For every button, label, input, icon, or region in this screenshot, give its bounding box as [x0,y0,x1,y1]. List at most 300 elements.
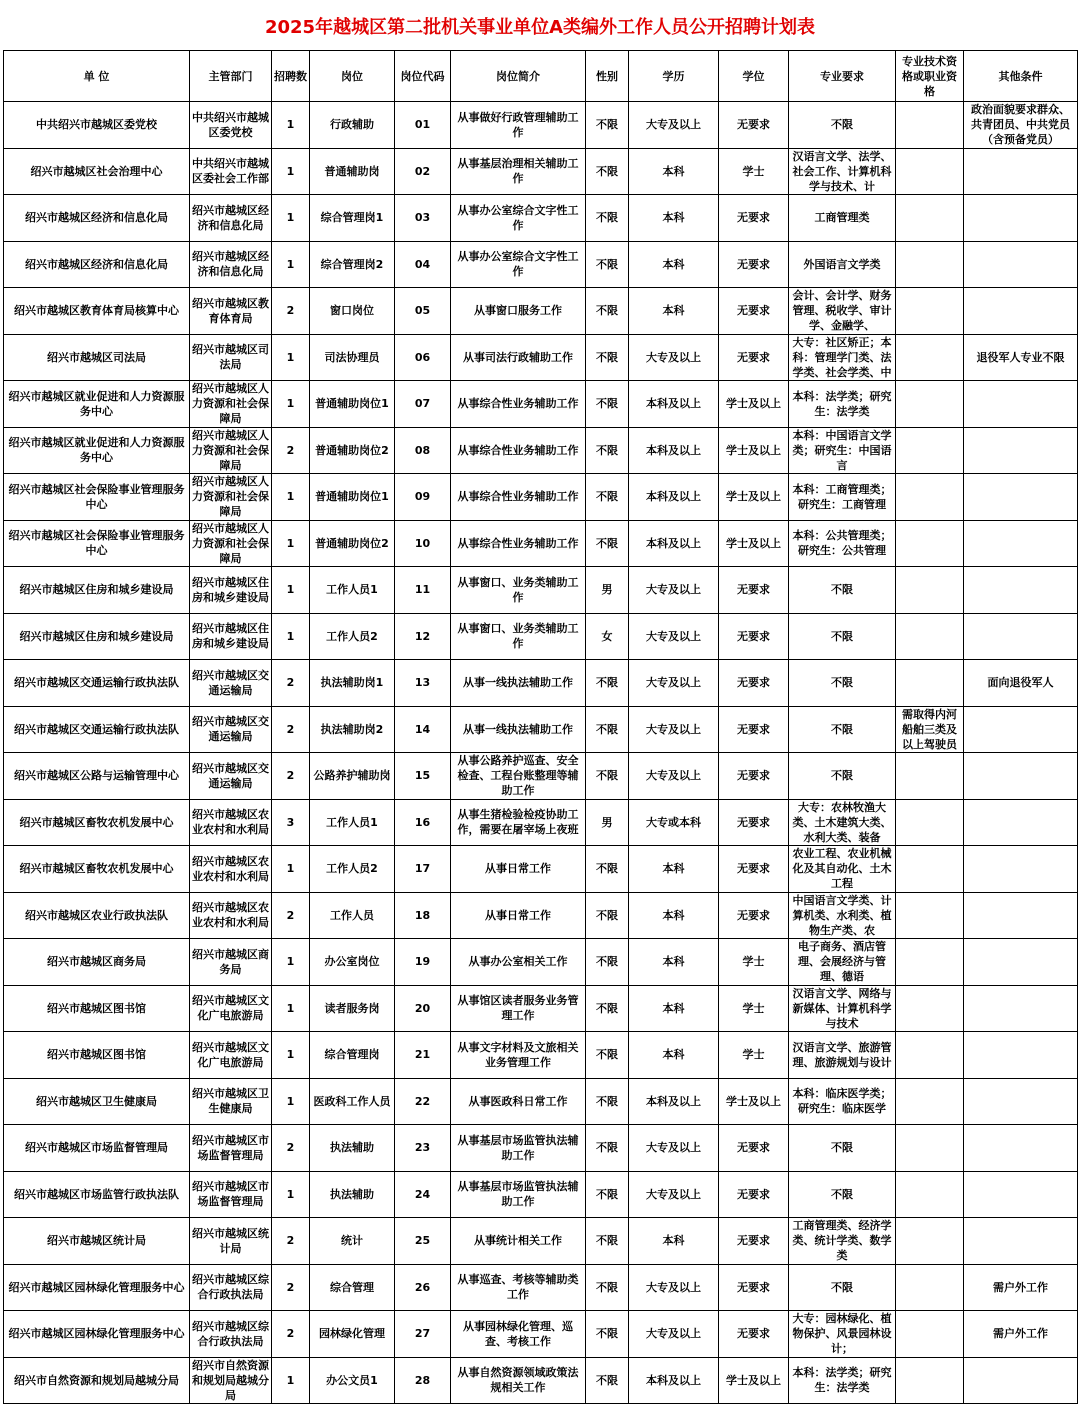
cell-gender [586,567,629,614]
cell-gender [586,474,629,521]
cell-department-text: 绍兴市越城区教育体育局 [192,296,269,325]
table-row [4,799,1078,846]
cell-other [964,195,1078,242]
cell-department-text: 绍兴市越城区经济和信息化局 [192,203,269,232]
cell-major [789,334,896,381]
cell-count [272,1125,310,1172]
cell-post-code-text: 10 [414,536,431,550]
cell-post-description-text: 从事基层市场监管执法辅助工作 [457,1133,579,1162]
cell-qualification [896,1078,964,1125]
cell-major [789,241,896,288]
cell-post-text: 行政辅助 [330,118,374,132]
cell-post-description-text: 从事园林绿化管理、巡查、考核工作 [463,1319,573,1348]
cell-post-description-text: 从事巡查、考核等辅助类工作 [457,1273,579,1302]
cell-department [190,1264,272,1311]
cell-post-text: 统计 [341,1234,363,1248]
cell-major [789,939,896,986]
cell-count [272,985,310,1032]
cell-count [272,939,310,986]
header-count: 招聘数 [272,51,310,102]
cell-unit-text: 绍兴市越城区农业行政执法队 [25,908,168,922]
cell-post-text: 普通辅助岗 [324,164,380,178]
cell-post [310,892,395,939]
cell-major-text: 不限 [831,769,853,783]
cell-gender-text: 不限 [596,1001,618,1015]
cell-post [310,613,395,660]
cell-education [629,1032,719,1079]
cell-post-code [395,195,451,242]
cell-post-description [451,1078,586,1125]
cell-gender-text: 不限 [596,862,618,876]
cell-degree-text: 无要求 [737,862,770,876]
cell-major [789,427,896,474]
cell-unit [4,1078,190,1125]
cell-post-description-text: 从事窗口、业务类辅助工作 [457,622,579,651]
cell-post-code-text: 20 [414,1001,431,1015]
cell-unit-text: 绍兴市越城区社会保险事业管理服务中心 [8,529,185,558]
cell-other [964,1078,1078,1125]
cell-gender [586,660,629,707]
cell-post-description-text: 从事做好行政管理辅助工作 [457,110,579,139]
cell-major [789,660,896,707]
cell-unit-text: 绍兴市越城区经济和信息化局 [25,257,168,271]
cell-post [310,102,395,149]
cell-education [629,474,719,521]
cell-degree-text: 无要求 [737,1234,770,1248]
cell-count [272,102,310,149]
cell-post-code-text: 23 [414,1141,431,1155]
cell-unit [4,1125,190,1172]
cell-count-text: 2 [286,304,295,318]
header-post-code: 岗位代码 [395,51,451,102]
cell-education [629,288,719,335]
table-header-row [4,51,1078,102]
cell-unit-text: 绍兴市越城区教育体育局核算中心 [14,304,179,318]
cell-post [310,1078,395,1125]
header-department: 主管部门 [190,51,272,102]
cell-qualification [896,102,964,149]
cell-unit [4,1032,190,1079]
cell-gender-text: 不限 [596,211,618,225]
cell-unit [4,102,190,149]
cell-unit [4,1357,190,1404]
cell-unit [4,1264,190,1311]
cell-major [789,892,896,939]
cell-post-text: 执法辅助 [330,1141,374,1155]
cell-other [964,567,1078,614]
cell-gender-text: 不限 [596,676,618,690]
cell-count-text: 1 [286,1048,295,1062]
cell-gender-text: 不限 [596,769,618,783]
cell-education-text: 大专及以上 [646,722,701,736]
cell-degree-text: 无要求 [737,350,770,364]
cell-major-text: 本科：法学类；研究生：法学类 [792,1366,892,1395]
cell-department [190,520,272,567]
cell-department [190,892,272,939]
cell-unit-text: 绍兴市越城区交通运输行政执法队 [14,676,179,690]
cell-degree [719,334,789,381]
cell-major [789,753,896,800]
cell-count-text: 1 [286,211,295,225]
cell-post-text: 医政科工作人员 [313,1094,391,1108]
cell-unit [4,334,190,381]
cell-degree-text: 无要求 [737,908,770,922]
cell-count-text: 2 [286,908,295,922]
cell-post [310,334,395,381]
cell-major [789,102,896,149]
cell-other [964,288,1078,335]
cell-post-description-text: 从事综合性业务辅助工作 [457,490,579,504]
cell-gender-text: 不限 [596,304,618,318]
cell-education-text: 本科及以上 [646,443,701,457]
cell-unit [4,613,190,660]
cell-other [964,846,1078,893]
cell-education-text: 本科 [662,1234,685,1248]
cell-education-text: 大专及以上 [646,118,701,132]
cell-post-code-text: 01 [414,118,431,132]
table-row [4,660,1078,707]
cell-degree-text: 无要求 [737,676,770,690]
cell-post-description [451,381,586,428]
cell-gender [586,334,629,381]
cell-degree [719,939,789,986]
cell-other [964,474,1078,521]
cell-department-text: 绍兴市越城区农业农村和水利局 [192,901,269,930]
cell-degree-text: 学士 [742,955,765,969]
cell-gender [586,846,629,893]
cell-degree [719,1357,789,1404]
cell-other [964,706,1078,753]
cell-gender [586,520,629,567]
table-row [4,241,1078,288]
cell-post-description-text: 从事生猪检验检疫协助工作，需要在屠宰场上夜班 [457,808,579,837]
cell-count-text: 2 [286,769,295,783]
cell-qualification [896,334,964,381]
cell-other-text: 退役军人专业不限 [976,350,1065,364]
cell-degree [719,567,789,614]
cell-major-text: 本科：工商管理类；研究生：工商管理 [792,482,892,511]
cell-degree-text: 学士及以上 [726,536,781,550]
cell-major-text: 不限 [831,629,853,643]
cell-gender-text: 不限 [596,1094,618,1108]
cell-qualification [896,939,964,986]
cell-post-text: 工作人员2 [326,862,378,876]
cell-post-text: 综合管理岗1 [320,211,384,225]
cell-post-code [395,613,451,660]
cell-other [964,799,1078,846]
table-row [4,334,1078,381]
cell-degree [719,1032,789,1079]
cell-unit [4,892,190,939]
cell-post-description [451,195,586,242]
page-title: 2025年越城区第二批机关事业单位A类编外工作人员公开招聘计划表 [264,17,816,38]
cell-education [629,1311,719,1358]
cell-qualification [896,1125,964,1172]
cell-gender-text: 男 [601,815,613,829]
cell-major-text: 大专：农林牧渔大类、土木建筑大类、水利大类、装备 [792,800,892,844]
cell-degree-text: 无要求 [737,815,770,829]
cell-gender [586,102,629,149]
recruitment-plan-table [3,50,1078,1404]
cell-department [190,334,272,381]
cell-count [272,474,310,521]
table-row [4,1311,1078,1358]
cell-post-description [451,613,586,660]
cell-department [190,1218,272,1265]
cell-post-code [395,939,451,986]
cell-post-description [451,148,586,195]
cell-department [190,1125,272,1172]
header-other: 其他条件 [964,51,1078,102]
cell-post-code-text: 15 [414,769,431,783]
cell-count [272,846,310,893]
cell-degree [719,1171,789,1218]
cell-post [310,1218,395,1265]
cell-other [964,1311,1078,1358]
cell-other [964,985,1078,1032]
cell-count [272,1218,310,1265]
cell-qualification [896,799,964,846]
cell-other [964,381,1078,428]
cell-department-text: 绍兴市越城区综合行政执法局 [192,1273,269,1302]
cell-gender-text: 不限 [596,350,618,364]
cell-qualification [896,1032,964,1079]
cell-education-text: 本科 [662,955,685,969]
cell-post [310,381,395,428]
cell-other [964,102,1078,149]
cell-department-text: 绍兴市越城区市场监督管理局 [192,1133,269,1162]
cell-post-description [451,1032,586,1079]
table-row [4,1357,1078,1404]
cell-education-text: 大专及以上 [646,676,701,690]
cell-degree-text: 无要求 [737,257,770,271]
cell-post-code-text: 11 [414,583,431,597]
cell-major-text: 电子商务、酒店管理、会展经济与管理、德语 [798,940,886,984]
cell-degree-text: 无要求 [737,769,770,783]
cell-department-text: 绍兴市越城区经济和信息化局 [192,250,269,279]
cell-post-description [451,892,586,939]
cell-post [310,427,395,474]
cell-unit [4,241,190,288]
cell-count [272,613,310,660]
cell-count [272,427,310,474]
cell-qualification [896,1311,964,1358]
cell-count [272,381,310,428]
cell-gender [586,195,629,242]
cell-unit-text: 绍兴市越城区公路与运输管理中心 [14,769,179,783]
cell-education-text: 本科 [662,1048,685,1062]
cell-gender-text: 女 [601,629,613,643]
cell-post-code [395,846,451,893]
cell-gender [586,753,629,800]
cell-post-description [451,985,586,1032]
cell-degree-text: 无要求 [737,211,770,225]
cell-post-description-text: 从事综合性业务辅助工作 [457,443,579,457]
cell-post [310,660,395,707]
cell-major [789,799,896,846]
cell-unit-text: 绍兴市越城区住房和城乡建设局 [19,629,174,643]
table-row [4,985,1078,1032]
cell-post [310,474,395,521]
cell-post-code [395,334,451,381]
cell-post-code [395,660,451,707]
cell-education-text: 本科 [662,908,685,922]
cell-major [789,1218,896,1265]
cell-degree-text: 学士及以上 [726,397,781,411]
cell-degree-text: 学士及以上 [726,490,781,504]
cell-post-description-text: 从事医政科日常工作 [468,1094,568,1108]
table-row [4,520,1078,567]
cell-degree [719,892,789,939]
cell-unit [4,799,190,846]
cell-gender-text: 不限 [596,118,618,132]
cell-education-text: 大专及以上 [646,629,701,643]
cell-education-text: 本科 [662,862,685,876]
cell-unit [4,985,190,1032]
cell-post-description-text: 从事司法行政辅助工作 [463,350,573,364]
cell-department [190,613,272,660]
cell-post-text: 工作人员1 [326,815,378,829]
cell-post-code-text: 26 [414,1280,431,1294]
cell-post [310,985,395,1032]
cell-gender [586,1032,629,1079]
table-row [4,613,1078,660]
cell-post-text: 普通辅助岗位2 [315,443,389,457]
cell-count [272,1032,310,1079]
cell-post-description [451,799,586,846]
cell-qualification-text: 需取得内河船舶三类及以上驾驶员 [902,707,957,751]
cell-post [310,520,395,567]
cell-degree-text: 无要求 [737,629,770,643]
table-row [4,474,1078,521]
cell-post [310,1125,395,1172]
cell-post-text: 园林绿化管理 [319,1327,385,1341]
cell-education-text: 本科 [662,1001,685,1015]
cell-post-description-text: 从事窗口、业务类辅助工作 [457,575,579,604]
cell-post-code [395,427,451,474]
cell-degree [719,241,789,288]
cell-unit [4,1171,190,1218]
cell-education-text: 本科及以上 [646,1094,701,1108]
cell-degree-text: 无要求 [737,722,770,736]
cell-qualification [896,985,964,1032]
cell-department-text: 绍兴市越城区住房和城乡建设局 [192,622,269,651]
cell-count [272,334,310,381]
cell-post-code-text: 02 [414,164,431,178]
cell-degree [719,799,789,846]
cell-degree [719,753,789,800]
cell-education [629,613,719,660]
cell-post-description [451,939,586,986]
cell-education [629,939,719,986]
cell-other [964,334,1078,381]
header-post-description: 岗位简介 [451,51,586,102]
cell-post-code [395,1171,451,1218]
cell-education-text: 大专及以上 [646,1327,701,1341]
cell-unit-text: 绍兴市越城区园林绿化管理服务中心 [8,1280,185,1294]
cell-post-code [395,148,451,195]
cell-major-text: 农业工程、农业机械化及其自动化、土木工程 [792,847,892,891]
header-major: 专业要求 [789,51,896,102]
cell-other [964,892,1078,939]
cell-major [789,288,896,335]
cell-major-text: 汉语言文学、旅游管理、旅游规划与设计 [792,1040,892,1069]
cell-post-text: 普通辅助岗位1 [315,490,389,504]
cell-post-code [395,381,451,428]
cell-post-description [451,474,586,521]
cell-major-text: 外国语言文学类 [803,257,881,271]
cell-unit-text: 绍兴市越城区园林绿化管理服务中心 [8,1327,185,1341]
cell-gender-text: 不限 [596,490,618,504]
cell-count [272,1078,310,1125]
cell-major [789,148,896,195]
cell-count [272,567,310,614]
cell-count-text: 2 [286,1280,295,1294]
cell-post [310,799,395,846]
cell-post-description [451,846,586,893]
cell-post-code [395,799,451,846]
cell-post [310,1171,395,1218]
cell-department-text: 绍兴市越城区文化广电旅游局 [192,1040,269,1069]
cell-post-text: 综合管理岗 [324,1048,380,1062]
table-row [4,1171,1078,1218]
cell-post-code [395,706,451,753]
cell-department [190,939,272,986]
cell-degree-text: 学士 [742,1001,765,1015]
cell-education-text: 本科 [662,304,685,318]
cell-major [789,567,896,614]
cell-unit [4,660,190,707]
cell-post-text: 工作人员 [330,908,374,922]
cell-post-text: 执法辅助岗2 [320,722,384,736]
cell-major [789,1171,896,1218]
cell-degree [719,613,789,660]
cell-other [964,1171,1078,1218]
cell-gender-text: 不限 [596,1187,618,1201]
cell-post-code [395,1264,451,1311]
cell-department [190,846,272,893]
cell-count-text: 1 [286,350,295,364]
cell-gender [586,381,629,428]
cell-other-text: 政治面貌要求群众、共青团员、中共党员（含预备党员） [971,103,1070,147]
cell-major-text: 不限 [831,583,853,597]
cell-degree [719,520,789,567]
cell-unit-text: 绍兴市越城区畜牧农机发展中心 [19,815,174,829]
cell-gender [586,1171,629,1218]
cell-post-code-text: 09 [414,490,431,504]
cell-count-text: 1 [286,536,295,550]
cell-education [629,1218,719,1265]
cell-unit-text: 绍兴市越城区图书馆 [47,1001,146,1015]
cell-post-code-text: 24 [414,1187,431,1201]
cell-department [190,1357,272,1404]
cell-other [964,520,1078,567]
cell-major-text: 工商管理类 [814,211,870,225]
table-row [4,753,1078,800]
cell-major-text: 本科：中国语言文学类；研究生：中国语言 [792,428,892,472]
cell-department-text: 绍兴市越城区人力资源和社会保障局 [192,475,269,519]
cell-degree [719,427,789,474]
cell-post-code [395,1032,451,1079]
cell-major [789,1125,896,1172]
cell-gender [586,241,629,288]
cell-qualification [896,288,964,335]
cell-department [190,799,272,846]
cell-count [272,195,310,242]
cell-other-text: 需户外工作 [993,1280,1048,1294]
cell-post-description-text: 从事统计相关工作 [474,1234,562,1248]
cell-gender [586,892,629,939]
